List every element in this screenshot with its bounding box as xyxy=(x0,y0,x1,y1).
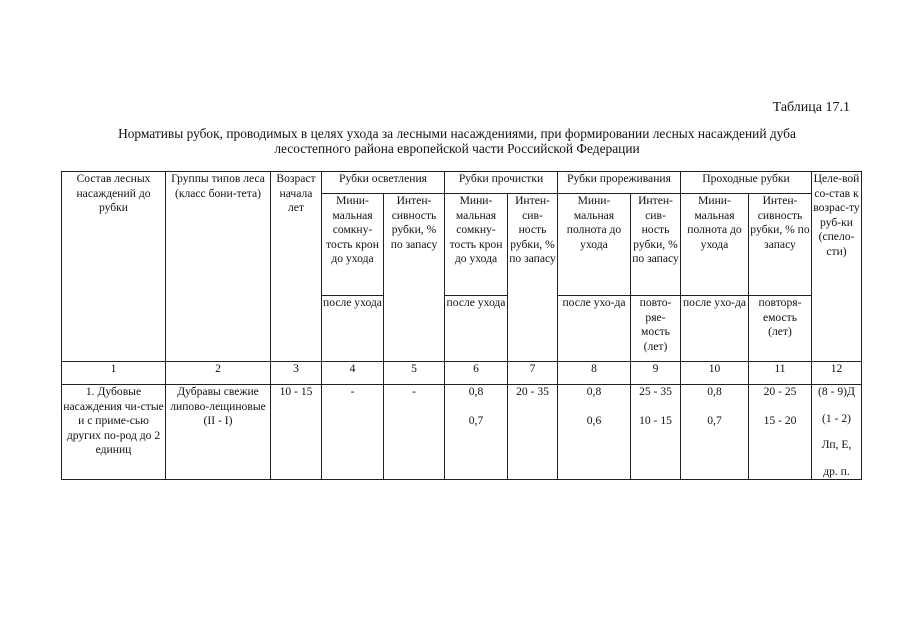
header-group-prorezhivaniya: Рубки прореживания xyxy=(558,172,681,194)
caption-line-1: Нормативы рубок, проводимых в целях ухода за лесными насаждениями, при формировании лесных насаждений дуба xyxy=(118,126,796,141)
header-c11-repeat: повторя-емость (лет) xyxy=(749,296,812,362)
cell-target-species: Лп, Е, xyxy=(821,438,852,452)
cell-c11-repeat: 15 - 20 xyxy=(763,413,797,427)
header-start-age: Возраст начала лет xyxy=(271,172,322,362)
cell-c9 xyxy=(631,385,681,480)
cell-c7: 20 - 35 xyxy=(508,385,558,480)
column-number: 12 xyxy=(812,362,862,385)
cell-c6 xyxy=(445,385,508,480)
column-number-row xyxy=(62,362,862,385)
column-number: 4 xyxy=(322,362,384,385)
header-c11: Интен-сивность рубки, % по запасу xyxy=(749,194,812,296)
header-c7: Интен-сив-ность рубки, % по запасу xyxy=(508,194,558,362)
cell-target-share: (1 - 2) xyxy=(822,411,851,425)
cell-c11-intensity: 20 - 25 xyxy=(763,385,797,398)
header-c9-repeat: повто-ряе-мость (лет) xyxy=(631,296,681,362)
header-c10-after: после ухо-да xyxy=(681,296,749,362)
cell-target xyxy=(812,385,862,480)
header-c6: Мини-мальная сомкну-тость крон до ухода xyxy=(445,194,508,296)
header-composition: Состав лесных насаждений до рубки xyxy=(62,172,166,362)
column-number: 6 xyxy=(445,362,508,385)
cell-c8-after: 0,6 xyxy=(586,413,602,427)
cell-c11 xyxy=(749,385,812,480)
cell-c10 xyxy=(681,385,749,480)
cell-c6-after: 0,7 xyxy=(468,413,484,427)
cell-forest-class: (II - I) xyxy=(203,414,233,428)
header-c10: Мини-мальная полнота до ухода xyxy=(681,194,749,296)
cell-c4: - xyxy=(322,385,384,480)
cell-age: 10 - 15 xyxy=(271,385,322,480)
column-number: 2 xyxy=(166,362,271,385)
column-number: 1 xyxy=(62,362,166,385)
header-target-composition: Целе-вой со-став к возрас-ту руб-ки (спело-сти) xyxy=(812,172,862,362)
header-group-prokhodnye: Проходные рубки xyxy=(681,172,812,194)
cell-composition: 1. Дубовые насаждения чи-стые и с приме-сью других по-род до 2 единиц xyxy=(62,385,166,480)
cell-c9-repeat: 10 - 15 xyxy=(639,413,672,427)
cell-c6-before: 0,8 xyxy=(468,385,484,398)
cell-target-main: (8 - 9)Д xyxy=(818,385,855,398)
header-group-osvetleniya: Рубки осветления xyxy=(322,172,445,194)
column-number: 8 xyxy=(558,362,631,385)
header-c8: Мини-мальная полнота до ухода xyxy=(558,194,631,296)
norms-table xyxy=(61,171,862,480)
table-caption xyxy=(62,126,852,156)
cell-forest-type xyxy=(166,385,271,480)
cell-c8 xyxy=(558,385,631,480)
table-number-label: Таблица 17.1 xyxy=(772,100,850,115)
cell-c10-before: 0,8 xyxy=(707,385,722,398)
cell-forest-type-name: Дубравы свежие липово-лещиновые xyxy=(170,385,266,413)
caption-line-2: лесостепного района европейской части Российской Федерации xyxy=(274,141,640,156)
header-c8-after: после ухо-да xyxy=(558,296,631,362)
header-row-groups xyxy=(62,172,862,194)
column-number: 7 xyxy=(508,362,558,385)
column-number: 5 xyxy=(384,362,445,385)
header-c5: Интен-сивность рубки, % по запасу xyxy=(384,194,445,362)
header-group-prochistki: Рубки прочистки xyxy=(445,172,558,194)
column-number: 3 xyxy=(271,362,322,385)
header-c6-after: после ухода xyxy=(445,296,508,362)
cell-target-other: др. п. xyxy=(823,464,850,478)
cell-c5: - xyxy=(384,385,445,480)
header-c4: Мини-мальная сомкну-тость крон до ухода xyxy=(322,194,384,296)
column-number: 10 xyxy=(681,362,749,385)
header-forest-type: Группы типов леса (класс бони-тета) xyxy=(166,172,271,362)
cell-c9-intensity: 25 - 35 xyxy=(639,385,672,398)
cell-c10-after: 0,7 xyxy=(707,413,722,427)
table-row xyxy=(62,385,862,480)
column-number: 9 xyxy=(631,362,681,385)
header-c4-after: после ухода xyxy=(322,296,384,362)
header-c9: Интен-сив-ность рубки, % по запасу xyxy=(631,194,681,296)
column-number: 11 xyxy=(749,362,812,385)
cell-c8-before: 0,8 xyxy=(586,385,602,398)
